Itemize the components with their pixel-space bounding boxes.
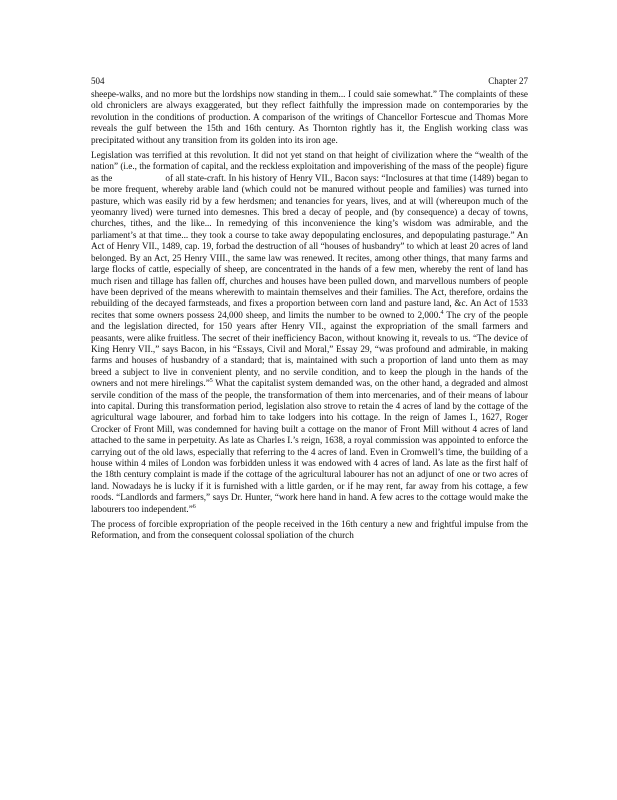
footnote-ref[interactable]: 6 bbox=[192, 503, 196, 510]
paragraph bbox=[91, 150, 531, 515]
paragraph bbox=[91, 519, 528, 542]
paragraph-text: Legislation was terrified at this revolution. It did not yet stand on that height of civilization where the “wealth of the nation” (i.e., the formation of capital, and the reckless exploitation and impoverishing of the mass of the people) figure as the of all state-craft. In his history of Henry VII., Bacon says: “Inclosures at that time (1489) began to be more frequent, whereby arable land (which could not be manured without people and families) was turned into pasture, which was easily rid by a few herdsmen; and tenancies for years, lives, and at will (whereupon much of the yeomanry lived) were turned into demesnes. This bred a decay of people, and (by consequence) a decay of towns, churches, tithes, and the like... In remedying of this inconvenience the king’s wisdom was admirable, and the parliament’s at that time... they took a course to take away depopulating enclosures, and depopulating pasturage.” An Act of Henry VII., 1489, cap. 19, forbad the destruction of all “houses of husbandry” to which at least 20 acres of land belonged. By an Act, 25 Henry VIII., the same law was renewed. It recites, among other things, that many farms and large flocks of cattle, especially of sheep, are concentrated in the hands of a few men, whereby the rent of land has much risen and tillage has fallen off, churches and houses have been pulled down, and marvellous numbers of people have been deprived of the means wherewith to maintain themselves and their families. The Act, therefore, ordains the rebuilding of the decayed farmsteads, and fixes a proportion between corn land and pasture land, &c. An Act of 1533 recites that some owners possess 24,000 sheep, and limits the number to be owned to 2,000. bbox=[91, 150, 531, 320]
chapter-title: Chapter 27 bbox=[488, 76, 528, 86]
paragraph-text: The process of forcible expropriation of the people received in the 16th century a new and frightful impulse from the Reformation, and from the consequent colossal spoliation of the church bbox=[91, 519, 528, 541]
page-number: 504 bbox=[91, 76, 105, 86]
paragraph-text: The cry of the people and the legislation directed, for 150 years after Henry VII., against the expropriation of the small farmers and peasants, were alike fruitless. The secret of their inefficiency Bacon, without knowing it, reveals to us. “The device of King Henry VII.,” says Bacon, in his “Essays, Civil and Moral,” Essay 29, “was profound and admirable, in making farms and houses of husbandry of a standard; that is, maintained with such a proportion of land unto them as may breed a subject to live in convenient plenty, and no servile condition, and to keep the plough in the hands of the owners and not mere hirelings.” bbox=[91, 309, 531, 389]
paragraph bbox=[91, 89, 528, 146]
running-header bbox=[91, 76, 528, 87]
footnote-ref[interactable]: 5 bbox=[209, 378, 213, 385]
footnote-ref[interactable]: 4 bbox=[440, 309, 444, 316]
document-page bbox=[91, 76, 531, 546]
paragraph-text: sheepe-walks, and no more but the lordships now standing in them... I could saie somewhat.” The complaints of these old chroniclers are always exaggerated, but they reflect faithfully the impression made on contemporaries by the revolution in the conditions of production. A comparison of the writings of Chancellor Fortescue and Thomas More reveals the gulf between the 15th and 16th century. As Thornton rightly has it, the English working class was precipitated without any transition from its golden into its iron age. bbox=[91, 89, 528, 145]
paragraph-text: What the capitalist system demanded was, on the other hand, a degraded and almost servile condition of the mass of the people, the transformation of them into mercenaries, and of their means of labour into capital. During this transformation period, legislation also strove to retain the 4 acres of land by the cottage of the agricultural wage labourer, and forbad him to take lodgers into his cottage. In the reign of James I., 1627, Roger Crocker of Front Mill, was condemned for having built a cottage on the manor of Front Mill without 4 acres of land attached to the same in perpetuity. As late as Charles I.’s reign, 1638, a royal commission was appointed to enforce the carrying out of the old laws, especially that referring to the 4 acres of land. Even in Cromwell’s time, the building of a house within 4 miles of London was forbidden unless it was endowed with 4 acres of land. As late as the first half of the 18th century complaint is made if the cottage of the agricultural labourer has not an adjunct of one or two acres of land. Nowadays he is lucky if it is furnished with a little garden, or if he may rent, far away from his cottage, a few roods. “Landlords and farmers,” says Dr. Hunter, “work here hand in hand. A few acres to the cottage would make the labourers too independent.” bbox=[91, 378, 531, 514]
